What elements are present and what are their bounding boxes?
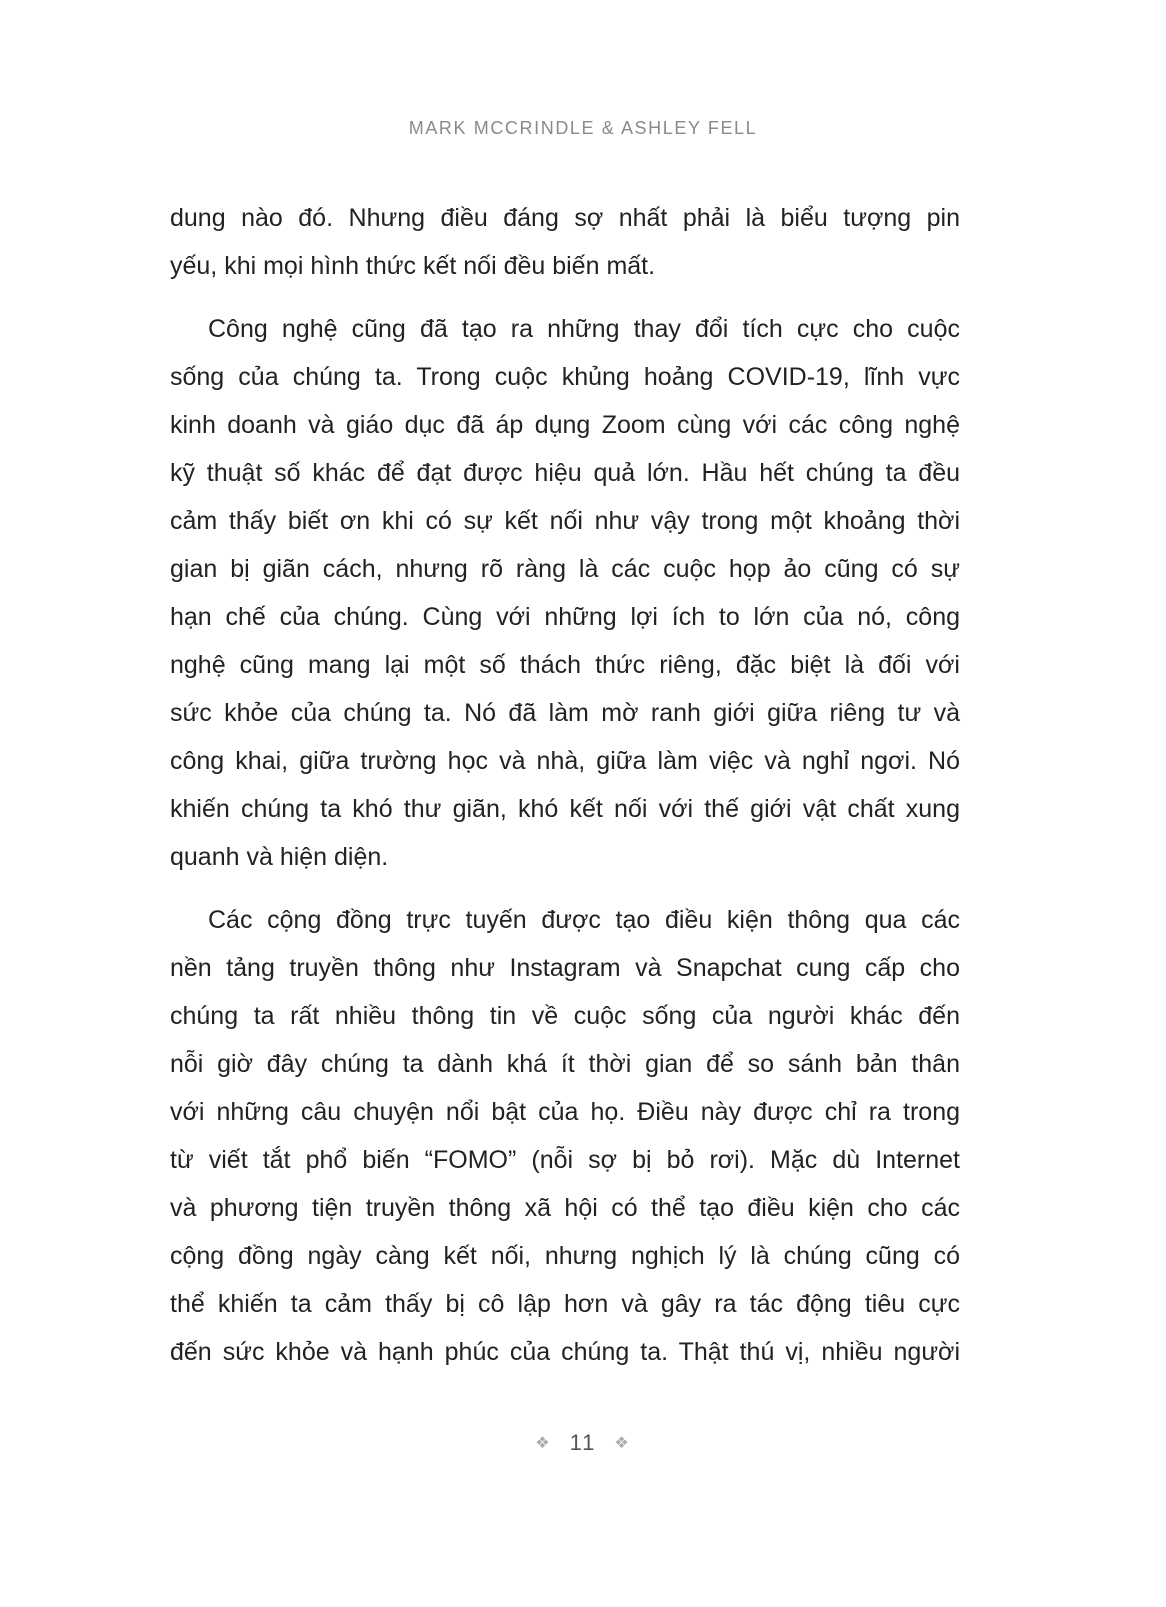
text-line: Công nghệ cũng đã tạo ra những thay đổi tích cực cho cuộc <box>208 315 960 343</box>
text-line: chúng ta rất nhiều thông tin về cuộc sống của người khác đến <box>170 1002 960 1030</box>
text-line: quanh và hiện diện. <box>170 843 389 871</box>
text-line: dung nào đó. Nhưng điều đáng sợ nhất phải là biểu tượng pin <box>170 204 960 232</box>
text-line: từ viết tắt phổ biến “FOMO” (nỗi sợ bị bỏ rơi). Mặc dù Internet <box>170 1146 960 1174</box>
text-line: nỗi giờ đây chúng ta dành khá ít thời gian để so sánh bản thân <box>170 1050 960 1078</box>
text-line: khiến chúng ta khó thư giãn, khó kết nối với thế giới vật chất xung <box>170 795 960 823</box>
page-body <box>170 198 960 1395</box>
text-line: nghệ cũng mang lại một số thách thức riêng, đặc biệt là đối với <box>170 651 960 679</box>
running-header: MARK MCCRINDLE & ASHLEY FELL <box>408 118 758 138</box>
text-line: yếu, khi mọi hình thức kết nối đều biến mất. <box>170 252 656 280</box>
text-line: gian bị giãn cách, nhưng rõ ràng là các cuộc họp ảo cũng có sự <box>170 555 960 583</box>
text-line: cảm thấy biết ơn khi có sự kết nối như vậy trong một khoảng thời <box>170 507 960 535</box>
paragraph <box>170 198 960 294</box>
diamond-ornament-icon: ❖ <box>614 1435 631 1452</box>
text-line: với những câu chuyện nổi bật của họ. Điều này được chỉ ra trong <box>170 1098 960 1126</box>
text-line: và phương tiện truyền thông xã hội có thể tạo điều kiện cho các <box>170 1194 960 1222</box>
text-line: Các cộng đồng trực tuyến được tạo điều kiện thông qua các <box>208 906 960 934</box>
diamond-ornament-icon: ❖ <box>535 1435 552 1452</box>
paragraph <box>170 900 960 1380</box>
text-line: cộng đồng ngày càng kết nối, nhưng nghịch lý là chúng cũng có <box>170 1242 960 1270</box>
text-line: hạn chế của chúng. Cùng với những lợi ích to lớn của nó, công <box>170 603 960 631</box>
text-line: nền tảng truyền thông như Instagram và Snapchat cung cấp cho <box>170 954 960 982</box>
text-line: thể khiến ta cảm thấy bị cô lập hơn và gây ra tác động tiêu cực <box>170 1290 960 1318</box>
page-footer <box>0 1430 1166 1456</box>
paragraph <box>170 309 960 885</box>
text-line: công khai, giữa trường học và nhà, giữa làm việc và nghỉ ngơi. Nó <box>170 747 960 775</box>
text-line: sống của chúng ta. Trong cuộc khủng hoảng COVID-19, lĩnh vực <box>170 363 960 391</box>
page-number: 11 <box>569 1430 597 1455</box>
text-line: đến sức khỏe và hạnh phúc của chúng ta. Thật thú vị, nhiều người <box>170 1338 960 1366</box>
text-line: sức khỏe của chúng ta. Nó đã làm mờ ranh giới giữa riêng tư và <box>170 699 960 727</box>
text-line: kỹ thuật số khác để đạt được hiệu quả lớn. Hầu hết chúng ta đều <box>170 459 960 487</box>
text-line: kinh doanh và giáo dục đã áp dụng Zoom cùng với các công nghệ <box>170 411 960 439</box>
